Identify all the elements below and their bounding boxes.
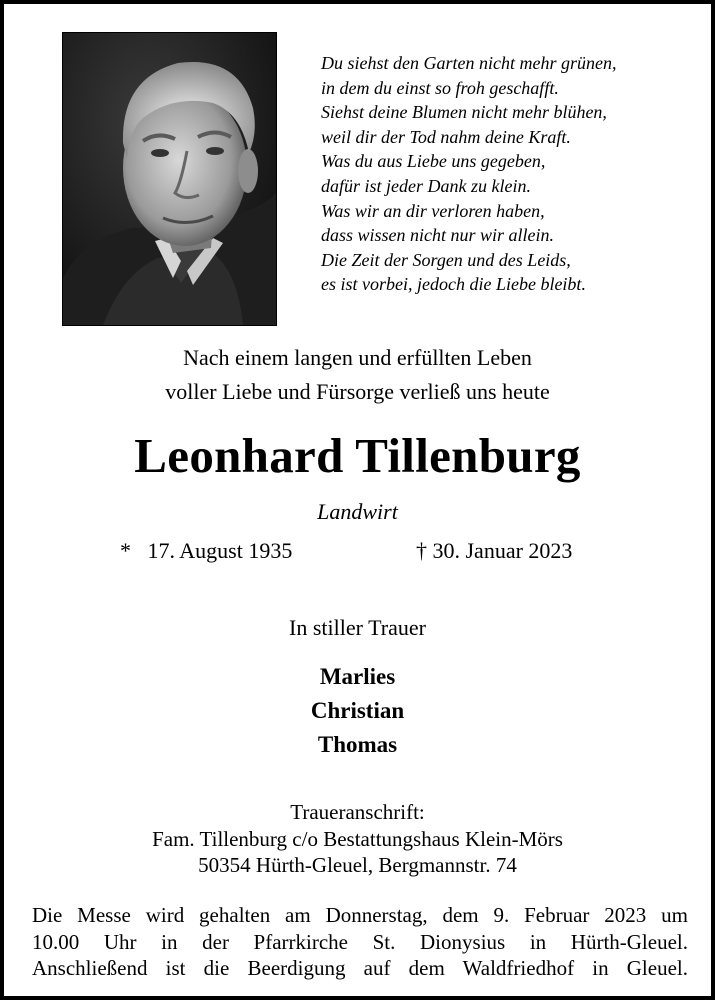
deceased-name: Leonhard Tillenburg [134,428,581,483]
mourning-address [4,799,711,879]
intro-line: voller Liebe und Fürsorge verließ uns heute [165,379,550,404]
portrait-photo-graphic [63,33,276,325]
poem-line: weil dir der Tod nahm deine Kraft. [321,126,571,147]
poem-line: Die Zeit der Sorgen und des Leids, [321,249,571,270]
poem-line: Was du aus Liebe uns gegeben, [321,151,546,172]
death-date: † 30. Januar 2023 [416,538,573,563]
poem-line: Siehst deine Blumen nicht mehr blühen, [321,102,607,123]
intro-line: Nach einem langen und erfüllten Leben [183,345,532,370]
poem [321,51,691,297]
poem-line: Du siehst den Garten nicht mehr grünen, [321,53,617,73]
address-line: 50354 Hürth-Gleuel, Bergmannstr. 74 [198,853,517,877]
poem-line: dafür ist jeder Dank zu klein. [321,175,531,196]
mourner-list [4,660,711,762]
mourner-name: Christian [310,698,405,723]
portrait-photo-icon [62,32,277,326]
poem-line: dass wissen nicht nur wir allein. [321,225,555,246]
poem-line: in dem du einst so froh geschafft. [321,77,559,98]
intro-text [4,341,711,409]
mourning-heading: In stiller Trauer [289,615,426,640]
deceased-occupation: Landwirt [317,499,398,524]
service-line: Anschließend ist die Beerdigung auf dem Waldfriedhof in Gleuel. [32,956,688,980]
birth-date: * 17. August 1935 [120,538,293,563]
address-line: Fam. Tillenburg c/o Bestattungshaus Klein-Mörs [152,826,563,851]
address-label: Traueranschrift: [290,800,425,824]
service-line: Die Messe wird gehalten am Donnerstag, dem 9. Februar 2023 um [32,903,688,927]
service-details [32,902,688,982]
service-line: 10.00 Uhr in der Pfarrkirche St. Dionysius in Hürth-Gleuel. [32,929,688,954]
poem-line: Was wir an dir verloren haben, [321,200,545,221]
mourner-name: Marlies [319,664,396,689]
poem-line: es ist vorbei, jedoch die Liebe bleibt. [321,274,586,295]
mourner-name: Thomas [317,732,398,757]
